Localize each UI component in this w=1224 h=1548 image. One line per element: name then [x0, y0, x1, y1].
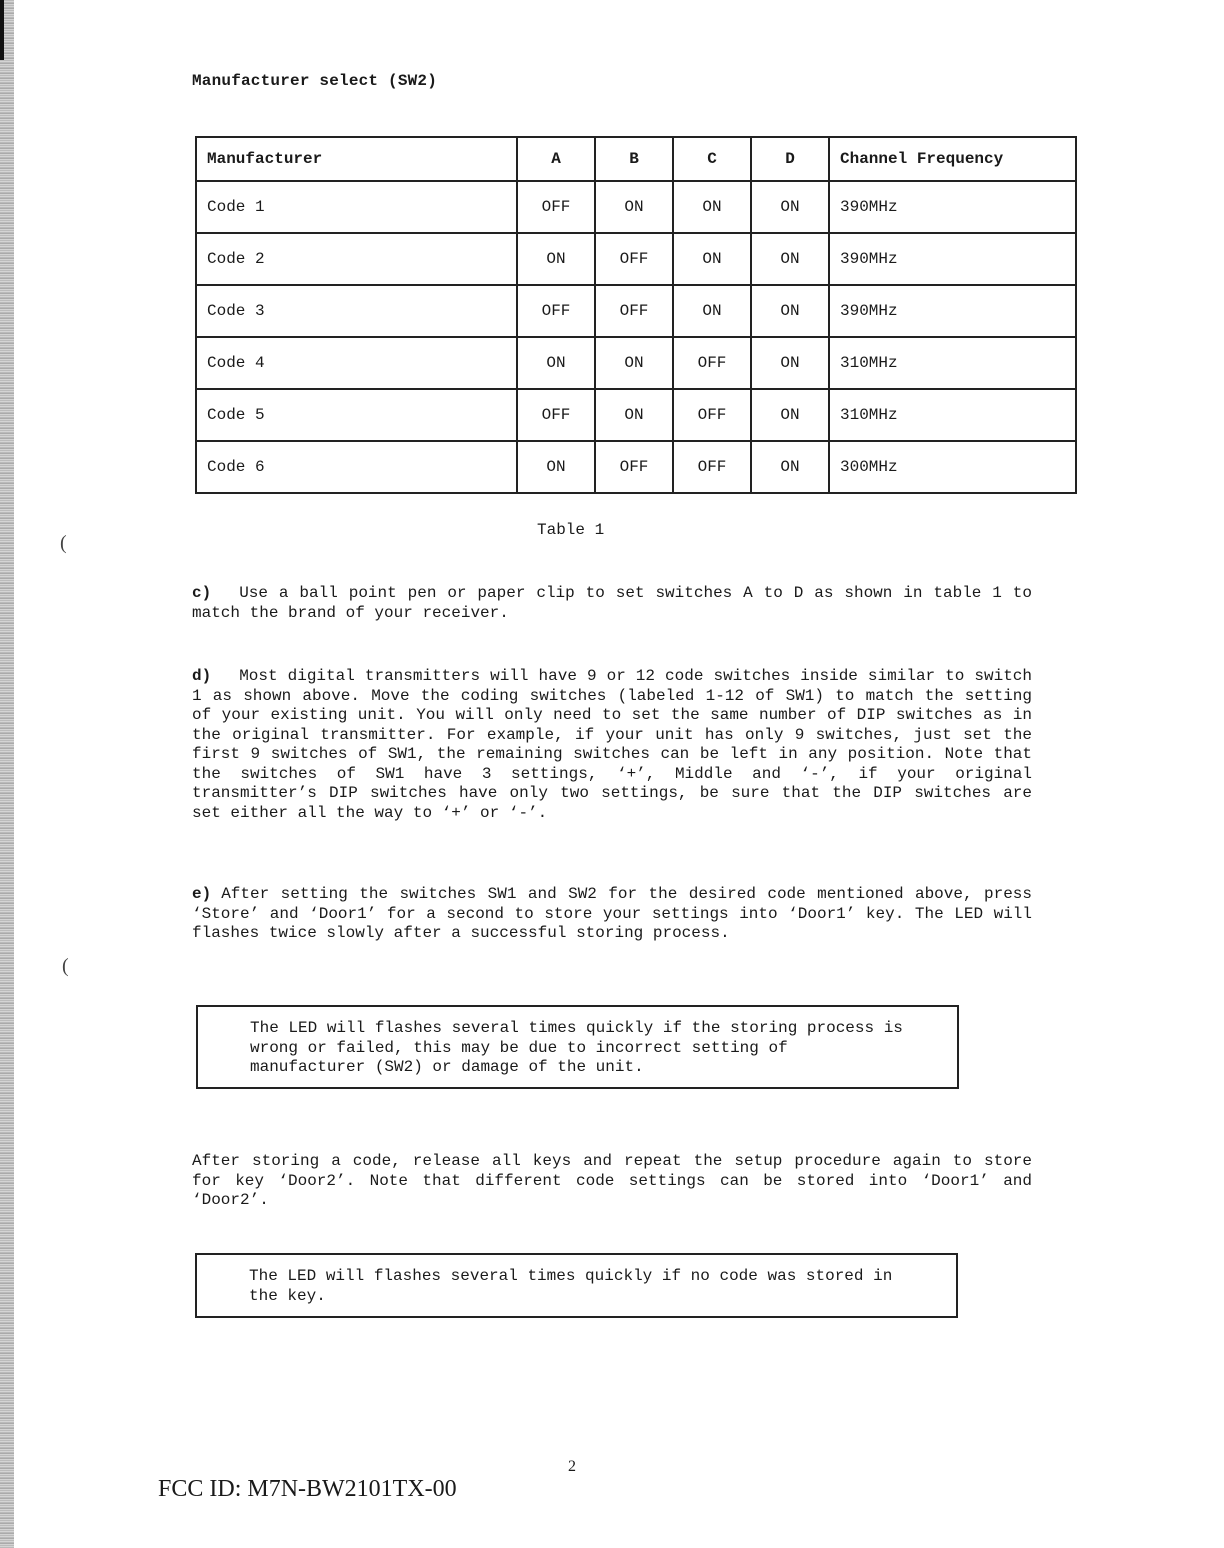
- table-row: [196, 337, 1076, 389]
- cell-switch-d: ON: [751, 233, 829, 285]
- margin-mark: (: [62, 955, 69, 977]
- cell-switch-b: ON: [595, 181, 673, 233]
- table-row: [196, 441, 1076, 493]
- step-e-label: e): [192, 885, 212, 903]
- cell-manufacturer: Code 4: [196, 337, 517, 389]
- scan-edge-artifact: [0, 0, 14, 1548]
- cell-switch-d: ON: [751, 285, 829, 337]
- cell-switch-c: ON: [673, 181, 751, 233]
- note-box-no-code: [195, 1253, 958, 1318]
- table-row: [196, 181, 1076, 233]
- cell-switch-a: ON: [517, 233, 595, 285]
- header-switch-a: A: [517, 137, 595, 181]
- cell-switch-c: OFF: [673, 389, 751, 441]
- cell-switch-c: OFF: [673, 441, 751, 493]
- scan-edge-mark: [0, 0, 4, 60]
- header-switch-b: B: [595, 137, 673, 181]
- table-row: [196, 389, 1076, 441]
- note-text: The LED will flashes several times quickly if the storing process is wrong or failed, this may be due to incorrect setting of manufacturer (SW2) or damage of the unit.: [250, 1019, 903, 1076]
- cell-frequency: 300MHz: [829, 441, 1076, 493]
- manufacturer-code-table: [195, 136, 1077, 494]
- step-c-label: c): [192, 584, 212, 602]
- step-d-paragraph: [192, 667, 1032, 823]
- step-c-text: Use a ball point pen or paper clip to set switches A to D as shown in table 1 to match the brand of your receiver.: [192, 584, 1032, 622]
- cell-manufacturer: Code 6: [196, 441, 517, 493]
- cell-manufacturer: Code 2: [196, 233, 517, 285]
- cell-switch-b: ON: [595, 337, 673, 389]
- cell-switch-d: ON: [751, 181, 829, 233]
- cell-switch-c: ON: [673, 285, 751, 337]
- table-header-row: [196, 137, 1076, 181]
- header-switch-d: D: [751, 137, 829, 181]
- header-manufacturer: Manufacturer: [196, 137, 517, 181]
- cell-switch-a: OFF: [517, 181, 595, 233]
- note-box-storing-error: [196, 1005, 959, 1089]
- note-text: The LED will flashes several times quickly if no code was stored in the key.: [249, 1267, 893, 1305]
- cell-switch-a: ON: [517, 441, 595, 493]
- header-switch-c: C: [673, 137, 751, 181]
- table-row: [196, 233, 1076, 285]
- cell-frequency: 390MHz: [829, 233, 1076, 285]
- cell-frequency: 310MHz: [829, 337, 1076, 389]
- page-number: 2: [568, 1458, 576, 1475]
- cell-switch-d: ON: [751, 337, 829, 389]
- cell-manufacturer: Code 3: [196, 285, 517, 337]
- step-c-paragraph: [192, 584, 1032, 623]
- cell-switch-a: OFF: [517, 285, 595, 337]
- cell-switch-c: OFF: [673, 337, 751, 389]
- cell-switch-b: OFF: [595, 233, 673, 285]
- section-title: Manufacturer select (SW2): [192, 72, 438, 90]
- step-e-paragraph: [192, 885, 1032, 944]
- cell-switch-b: ON: [595, 389, 673, 441]
- cell-switch-d: ON: [751, 441, 829, 493]
- cell-frequency: 390MHz: [829, 181, 1076, 233]
- cell-switch-a: ON: [517, 337, 595, 389]
- table-row: [196, 285, 1076, 337]
- cell-switch-d: ON: [751, 389, 829, 441]
- cell-switch-b: OFF: [595, 441, 673, 493]
- cell-switch-c: ON: [673, 233, 751, 285]
- step-e-text: After setting the switches SW1 and SW2 for the desired code mentioned above, press ‘Store’ and ‘Door1’ for a second to store your settings into ‘Door1’ key. The LED will flashes twice slowly after a successful storing process.: [192, 885, 1032, 942]
- cell-frequency: 390MHz: [829, 285, 1076, 337]
- step-d-label: d): [192, 667, 212, 685]
- margin-mark: (: [60, 532, 67, 554]
- cell-switch-b: OFF: [595, 285, 673, 337]
- table-caption: Table 1: [537, 521, 605, 539]
- step-d-text: Most digital transmitters will have 9 or 12 code switches inside similar to switch 1 as shown above. Move the coding switches (labeled 1-12 of SW1) to match the setting of your existing unit. You will only need to set the same number of DIP switches as in the original transmitter. For example, if your unit has only 9 switches, just set the first 9 switches of SW1, the remaining switches can be left in any position. Note that the switches of SW1 have 3 settings, ‘+’, Middle and ‘-’, if your original transmitter’s DIP switches have only two settings, be sure that the DIP switches are set either all the way to ‘+’ or ‘-’.: [192, 667, 1032, 822]
- cell-manufacturer: Code 5: [196, 389, 517, 441]
- after-store-paragraph: After storing a code, release all keys and repeat the setup procedure again to store for key ‘Door2’. Note that different code settings can be stored into ‘Door1’ and ‘Door2’.: [192, 1152, 1032, 1209]
- cell-frequency: 310MHz: [829, 389, 1076, 441]
- fcc-id-footer: FCC ID: M7N-BW2101TX-00: [158, 1476, 457, 1502]
- header-channel-frequency: Channel Frequency: [829, 137, 1076, 181]
- cell-switch-a: OFF: [517, 389, 595, 441]
- cell-manufacturer: Code 1: [196, 181, 517, 233]
